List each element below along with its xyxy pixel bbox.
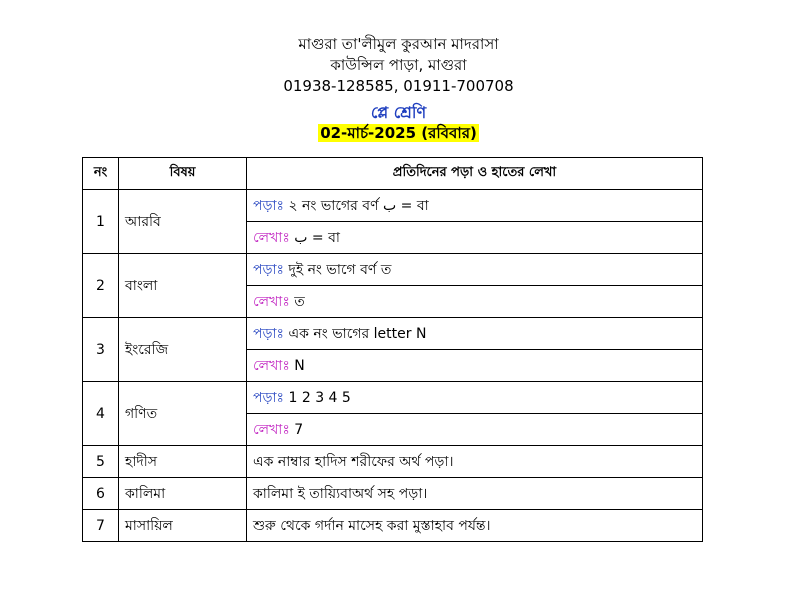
reading-label: পড়াঃ — [253, 389, 285, 406]
row-number: 5 — [83, 446, 119, 478]
table-row — [83, 254, 703, 286]
reading-cell — [247, 254, 703, 286]
row-number: 2 — [83, 254, 119, 318]
writing-text: 7 — [289, 421, 304, 438]
table-row — [83, 318, 703, 350]
writing-cell — [247, 350, 703, 382]
writing-text: ত — [289, 293, 305, 310]
reading-label: পড়াঃ — [253, 325, 285, 342]
reading-cell — [247, 318, 703, 350]
reading-text: 1 2 3 4 5 — [284, 389, 351, 406]
reading-cell — [247, 382, 703, 414]
row-subject: আরবি — [119, 190, 247, 254]
reading-cell — [247, 190, 703, 222]
writing-text: ب = বা — [289, 229, 340, 246]
row-subject: ইংরেজি — [119, 318, 247, 382]
date-line — [0, 124, 797, 143]
reading-label: পড়াঃ — [253, 197, 285, 214]
table-header-row — [83, 158, 703, 190]
document-header — [0, 34, 797, 97]
madrasa-name: মাগুরা তা'লীমুল কুরআন মাদরাসা — [298, 35, 499, 53]
row-subject: মাসায়িল — [119, 510, 247, 542]
writing-cell — [247, 414, 703, 446]
writing-cell — [247, 286, 703, 318]
reading-label: পড়াঃ — [253, 261, 285, 278]
row-subject: কালিমা — [119, 478, 247, 510]
row-subject: বাংলা — [119, 254, 247, 318]
writing-text: N — [289, 357, 305, 374]
detail-text: শুরু থেকে গর্দান মাসেহ করা মুস্তাহাব পর্যন্ত। — [247, 510, 703, 542]
detail-text: এক নাম্বার হাদিস শরীফের অর্থ পড়া। — [247, 446, 703, 478]
row-subject: হাদীস — [119, 446, 247, 478]
row-number: 3 — [83, 318, 119, 382]
header-detail: প্রতিদিনের পড়া ও হাতের লেখা — [247, 158, 703, 190]
madrasa-address: কাউন্সিল পাড়া, মাগুরা — [330, 56, 467, 74]
row-subject: গণিত — [119, 382, 247, 446]
reading-text: এক নং ভাগের letter N — [284, 325, 427, 342]
writing-label: লেখাঃ — [253, 229, 290, 246]
header-no: নং — [83, 158, 119, 190]
table-row — [83, 190, 703, 222]
phone-numbers: 01938-128585, 01911-700708 — [283, 77, 514, 95]
row-number: 6 — [83, 478, 119, 510]
row-number: 4 — [83, 382, 119, 446]
row-number: 7 — [83, 510, 119, 542]
table-row — [83, 478, 703, 510]
table-row — [83, 446, 703, 478]
detail-text: কালিমা ই তায়্যিবাঅর্থ সহ পড়া। — [247, 478, 703, 510]
reading-text: দুই নং ভাগে বর্ণ ত — [284, 261, 392, 278]
table-row — [83, 382, 703, 414]
date-highlight: 02-মার্চ-2025 (রবিবার) — [320, 124, 477, 142]
table-row — [83, 510, 703, 542]
writing-label: লেখাঃ — [253, 357, 290, 374]
writing-cell — [247, 222, 703, 254]
header-subject: বিষয় — [119, 158, 247, 190]
writing-label: লেখাঃ — [253, 293, 290, 310]
routine-table — [82, 157, 703, 542]
row-number: 1 — [83, 190, 119, 254]
title-block — [0, 102, 797, 143]
reading-text: ২ নং ভাগের বর্ণ ب = বা — [284, 197, 429, 214]
writing-label: লেখাঃ — [253, 421, 290, 438]
class-title: প্লে শ্রেণি — [370, 103, 427, 122]
